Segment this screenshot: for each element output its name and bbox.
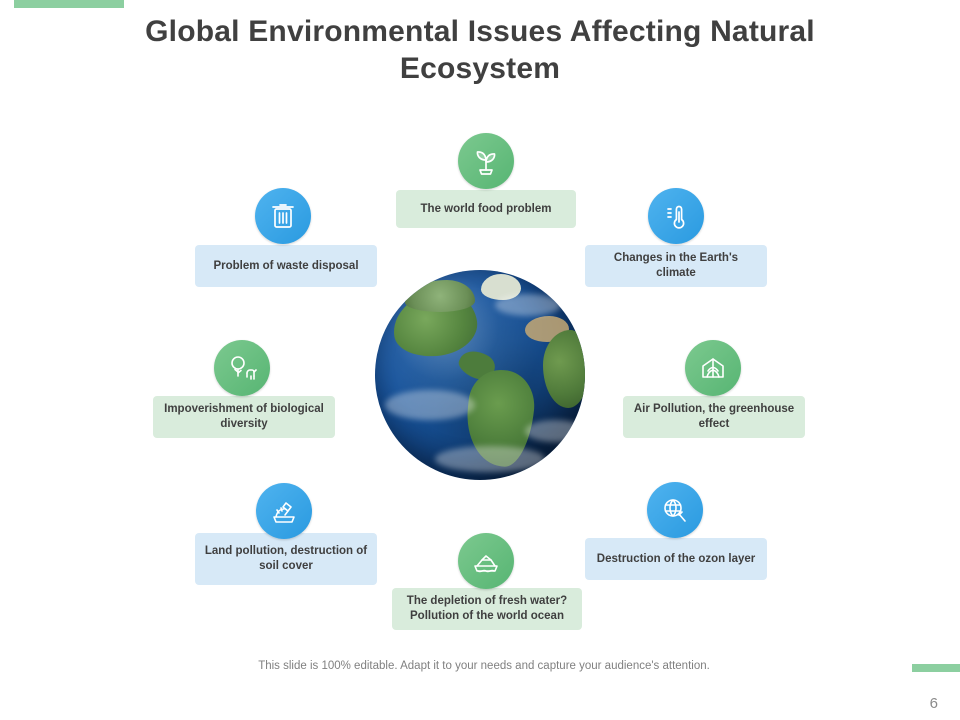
editable-note: This slide is 100% editable. Adapt it to your needs and capture your audience's attention. — [258, 660, 710, 672]
node-label-fresh-water-depletion: The depletion of fresh water? Pollution of the world ocean — [392, 588, 582, 630]
soil-pollution-icon — [256, 483, 312, 539]
cloud-band — [525, 420, 585, 442]
water-pollution-icon — [458, 533, 514, 589]
tree-animal-icon — [214, 340, 270, 396]
page-number: 6 — [929, 695, 938, 712]
cloud-band — [435, 446, 545, 472]
thermometer-icon — [648, 188, 704, 244]
landmass-africa — [543, 330, 585, 408]
node-label-waste-disposal: Problem of waste disposal — [195, 245, 377, 287]
decorative-bar-bottom-right — [912, 664, 960, 672]
node-label-air-pollution: Air Pollution, the greenhouse effect — [623, 396, 805, 438]
cloud-band — [385, 390, 475, 420]
decorative-bar-top-left — [14, 0, 124, 8]
node-label-land-pollution: Land pollution, destruction of soil cover — [195, 533, 377, 585]
greenhouse-icon — [685, 340, 741, 396]
sprout-icon — [458, 133, 514, 189]
earth-globe — [375, 270, 585, 480]
landmass-northern-region — [405, 280, 475, 312]
trash-bin-icon — [255, 188, 311, 244]
node-label-biological-diversity: Impoverishment of biological diversity — [153, 396, 335, 438]
cloud-band — [495, 294, 561, 316]
page-title: Global Environmental Issues Affecting Natural Ecosystem — [145, 15, 815, 85]
node-label-climate-change: Changes in the Earth's climate — [585, 245, 767, 287]
node-label-world-food-problem: The world food problem — [396, 190, 576, 228]
node-label-ozone-destruction: Destruction of the ozon layer — [585, 538, 767, 580]
ozone-icon — [647, 482, 703, 538]
